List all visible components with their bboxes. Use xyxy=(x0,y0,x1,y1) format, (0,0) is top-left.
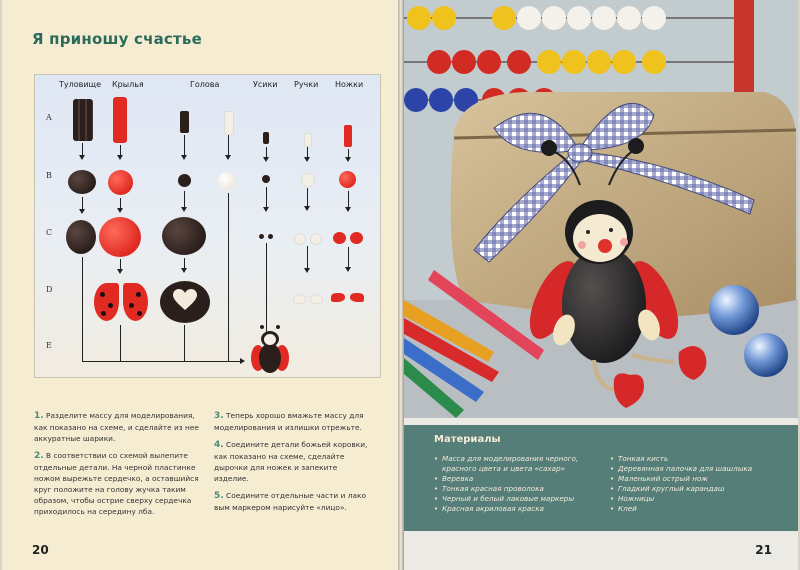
instruction-step: 4. Соедините детали божьей коровки, как показано на схеме, сделайте дырочки для ножек и запеките изделие. xyxy=(214,440,368,483)
wing-ball-red xyxy=(108,170,133,195)
material-item: • Тонкая кисть xyxy=(610,454,780,464)
antenna-ball-black xyxy=(262,175,270,183)
instructions-column-left xyxy=(34,410,204,523)
wing-dot xyxy=(101,311,106,316)
arm-ball-white xyxy=(310,233,322,245)
page-title: Я приношу счастье xyxy=(32,30,202,48)
column-header-legs: Ножки xyxy=(335,80,364,89)
body-ball-black xyxy=(68,170,96,194)
head-disc-black xyxy=(162,217,206,255)
material-item: • Клей xyxy=(610,504,780,514)
left-page xyxy=(2,0,400,570)
row-label-b: B xyxy=(46,171,52,180)
material-item: • Красная акриловая краска xyxy=(434,504,599,514)
arm-hand-white xyxy=(293,294,306,304)
wing-dot xyxy=(100,292,105,297)
instruction-step: 5. Соедините отдельные части и лако вым маркером нарисуйте «лицо». xyxy=(214,491,366,512)
antenna-dots-black xyxy=(259,234,264,239)
instruction-step: 1. Разделите массу для моделирования, как показано на схеме, и сделайте из нее аккуратные шарики. xyxy=(34,411,199,443)
wing-right-dotted xyxy=(123,283,148,321)
material-item: • Масса для моделирования черного, красного цвета и цвета «сахар» xyxy=(434,454,599,474)
head-ball-white xyxy=(218,172,236,190)
head-roll-white xyxy=(224,111,234,135)
row-label-d: D xyxy=(46,285,53,294)
material-item: • Деревянная палочка для шашлыка xyxy=(610,464,780,474)
row-label-e: E xyxy=(46,341,52,350)
materials-list-right xyxy=(610,454,780,514)
materials-box xyxy=(404,425,798,531)
wing-dot xyxy=(136,292,141,297)
head-roll-black xyxy=(180,111,189,133)
materials-list-left xyxy=(434,454,599,514)
leg-roll-red xyxy=(344,125,352,147)
arm-hand-white xyxy=(310,294,323,304)
leg-foot-red xyxy=(350,293,364,302)
instructions-column-right xyxy=(214,410,374,519)
leg-ball-red xyxy=(333,232,346,244)
leg-ball-red xyxy=(339,171,356,188)
ladybug-assembled xyxy=(247,329,293,375)
material-item: • Тонкая красная проволока xyxy=(434,484,599,494)
marble xyxy=(709,285,759,335)
antenna-dots-black xyxy=(268,234,273,239)
material-item: • Черный и белый лаковые маркеры xyxy=(434,494,599,504)
leg-foot-red xyxy=(331,293,345,302)
column-header-antennae: Усики xyxy=(253,80,278,89)
column-header-body: Туловище xyxy=(59,80,101,89)
instruction-step: 3. Теперь хорошо вмажьте массу для моделирования и излишки отрежьте. xyxy=(214,411,364,432)
instruction-step: 2. В соответствии со схемой вылепите отдельные детали. На черной пластинке ножом вырежьте сердечко, а оставшийся круг положите на голову жучка таким образом, чтобы острие сверху сердечка приходилось на середину лба. xyxy=(34,451,199,516)
arm-ball-white xyxy=(301,173,315,187)
page-number-left: 20 xyxy=(32,543,49,557)
right-page xyxy=(404,0,798,570)
arm-roll-white xyxy=(304,133,312,147)
row-label-a: A xyxy=(46,113,52,122)
head-ball-black xyxy=(178,174,191,187)
material-item: • Маленький острый нож xyxy=(610,474,780,484)
arm-ball-white xyxy=(294,233,306,245)
wing-dot xyxy=(108,303,113,308)
body-rolls-black xyxy=(73,99,93,141)
heart-cutout-icon xyxy=(173,289,197,311)
body-oval-black xyxy=(66,220,96,254)
column-header-arms: Ручки xyxy=(294,80,319,89)
antenna-roll-black xyxy=(263,132,269,144)
wing-left-dotted xyxy=(94,283,119,321)
material-item: • Веревка xyxy=(434,474,599,484)
modeling-scheme xyxy=(34,74,381,378)
wing-dot xyxy=(137,311,142,316)
wing-disc-red xyxy=(99,217,141,257)
material-item: • Гладкий круглый карандаш xyxy=(610,484,780,494)
page-number-right: 21 xyxy=(755,543,772,557)
leg-ball-red xyxy=(350,232,363,244)
material-item: • Ножницы xyxy=(610,494,780,504)
wing-roll-red xyxy=(113,97,127,143)
ladybug-photo xyxy=(404,0,798,418)
wing-dot xyxy=(129,303,134,308)
row-label-c: C xyxy=(46,228,53,237)
materials-title: Материалы xyxy=(434,434,501,445)
marble xyxy=(744,333,788,377)
column-header-wings: Крылья xyxy=(112,80,144,89)
column-header-head: Голова xyxy=(190,80,220,89)
